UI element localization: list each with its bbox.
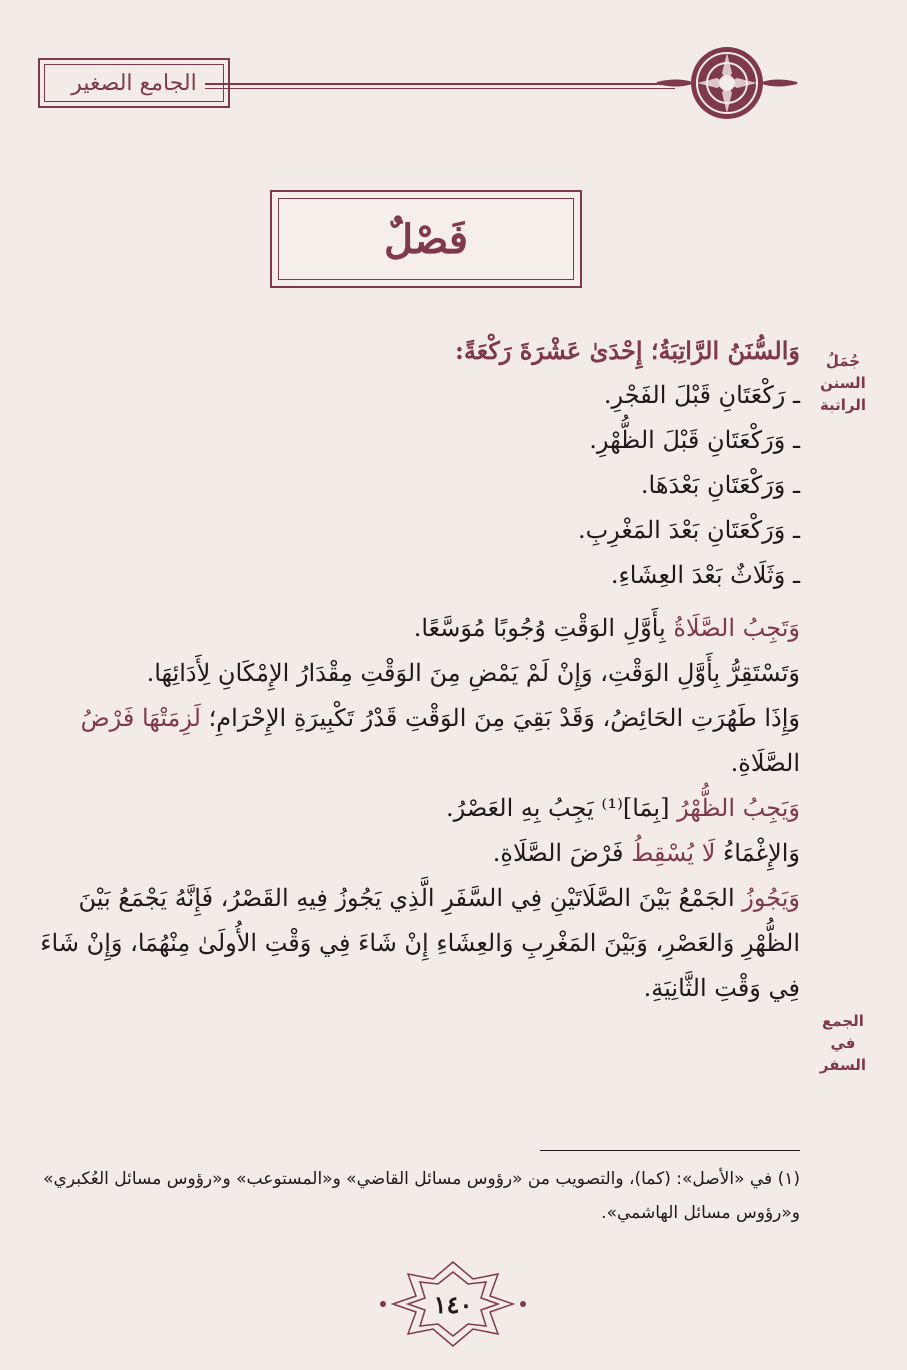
list-item: ـ رَكْعَتَانِ قَبْلَ الفَجْرِ. bbox=[603, 381, 800, 409]
paragraph-2: وَتَسْتَقِرُّ بِأَوَّلِ الوَقْتِ، وَإِنْ لَمْ يَمْضِ مِنَ الوَقْتِ مِقْدَارُ الإِمْكَانِ لِأَدَائِهَا. bbox=[146, 659, 800, 687]
list-item: ـ وَرَكْعَتَانِ قَبْلَ الظُّهْرِ. bbox=[589, 426, 800, 454]
section-heading: فَصْلٌ bbox=[383, 215, 469, 263]
list-item: ـ وَرَكْعَتَانِ بَعْدَهَا. bbox=[640, 471, 800, 499]
paragraph-text: [بِمَا]⁽¹⁾ يَجِبُ بِهِ العَصْرُ. bbox=[446, 794, 678, 822]
footnote-rule bbox=[540, 1150, 800, 1151]
list-item: ـ وَرَكْعَتَانِ بَعْدَ المَغْرِبِ. bbox=[577, 516, 800, 544]
running-header-title-frame bbox=[38, 58, 230, 108]
paragraph-text: فَرْضَ الصَّلَاةِ. bbox=[492, 839, 632, 867]
paragraph-text: وَالإِغْمَاءُ bbox=[715, 839, 800, 867]
page-number-ornament bbox=[378, 1254, 528, 1354]
main-text bbox=[38, 328, 800, 1011]
highlighted-phrase: وَيَجِبُ الظُّهْرُ bbox=[677, 794, 800, 822]
paragraph-5 bbox=[38, 831, 800, 876]
paragraph-text: بِأَوَّلِ الوَقْتِ وُجُوبًا مُوَسَّعًا. bbox=[413, 614, 674, 642]
highlighted-phrase: لَزِمَتْهَا فَرْضُ bbox=[80, 704, 201, 732]
paragraph-text: وَإِذَا طَهُرَتِ الحَائِضُ، وَقَدْ بَقِيَ مِنَ الوَقْتِ قَدْرُ تَكْبِيرَةِ الإِحْرَامِ؛ bbox=[200, 704, 800, 732]
running-header-title: الجامع الصغير bbox=[71, 70, 197, 96]
highlighted-phrase: وَتَجِبُ الصَّلَاةُ bbox=[673, 614, 800, 642]
margin-note-sunan: جُمَلُ السنن الراتبة bbox=[819, 352, 867, 414]
page-number: ١٤٠ bbox=[433, 1289, 473, 1319]
paragraph-3 bbox=[38, 696, 800, 786]
paragraph-6 bbox=[38, 876, 800, 1011]
highlighted-phrase: لَا يُسْقِطُ bbox=[631, 839, 716, 867]
header-rule bbox=[205, 83, 675, 85]
section-heading-frame bbox=[270, 190, 582, 288]
highlighted-phrase: وَيَجُوزُ bbox=[742, 884, 800, 912]
list-item: ـ وَثَلَاثٌ بَعْدَ العِشَاءِ. bbox=[610, 561, 800, 589]
footnote: (١) في «الأصل»: (كما)، والتصويب من «رؤوس مسائل القاضي» و«المستوعب» و«رؤوس مسائل العُكبري» و«رؤوس مسائل الهاشمي». bbox=[43, 1169, 800, 1223]
paragraph-1 bbox=[38, 606, 800, 651]
paragraph-4 bbox=[38, 786, 800, 831]
margin-note-jam: الجمع في السفر bbox=[819, 1012, 867, 1074]
paragraph-text: الجَمْعُ بَيْنَ الصَّلَاتَيْنِ فِي السَّفَرِ الَّذِي يَجُوزُ فِيهِ القَصْرُ، فَإِنَّهُ يَجْمَعُ بَيْنَ الظُّهْرِ وَالعَصْرِ، وَبَيْنَ المَغْرِبِ وَالعِشَاءِ إِنْ شَاءَ فِي وَقْتِ الأُولَىٰ مِنْهُمَا، وَإِنْ شَاءَ فِي وَقْتِ الثَّانِيَةِ. bbox=[40, 884, 800, 1002]
ornament-medallion-icon bbox=[652, 38, 802, 128]
paragraph-text: الصَّلَاةِ. bbox=[730, 749, 800, 777]
intro-line: وَالسُّنَنُ الرَّاتِبَةُ؛ إِحْدَىٰ عَشْرَةَ رَكْعَةً: bbox=[455, 336, 800, 365]
